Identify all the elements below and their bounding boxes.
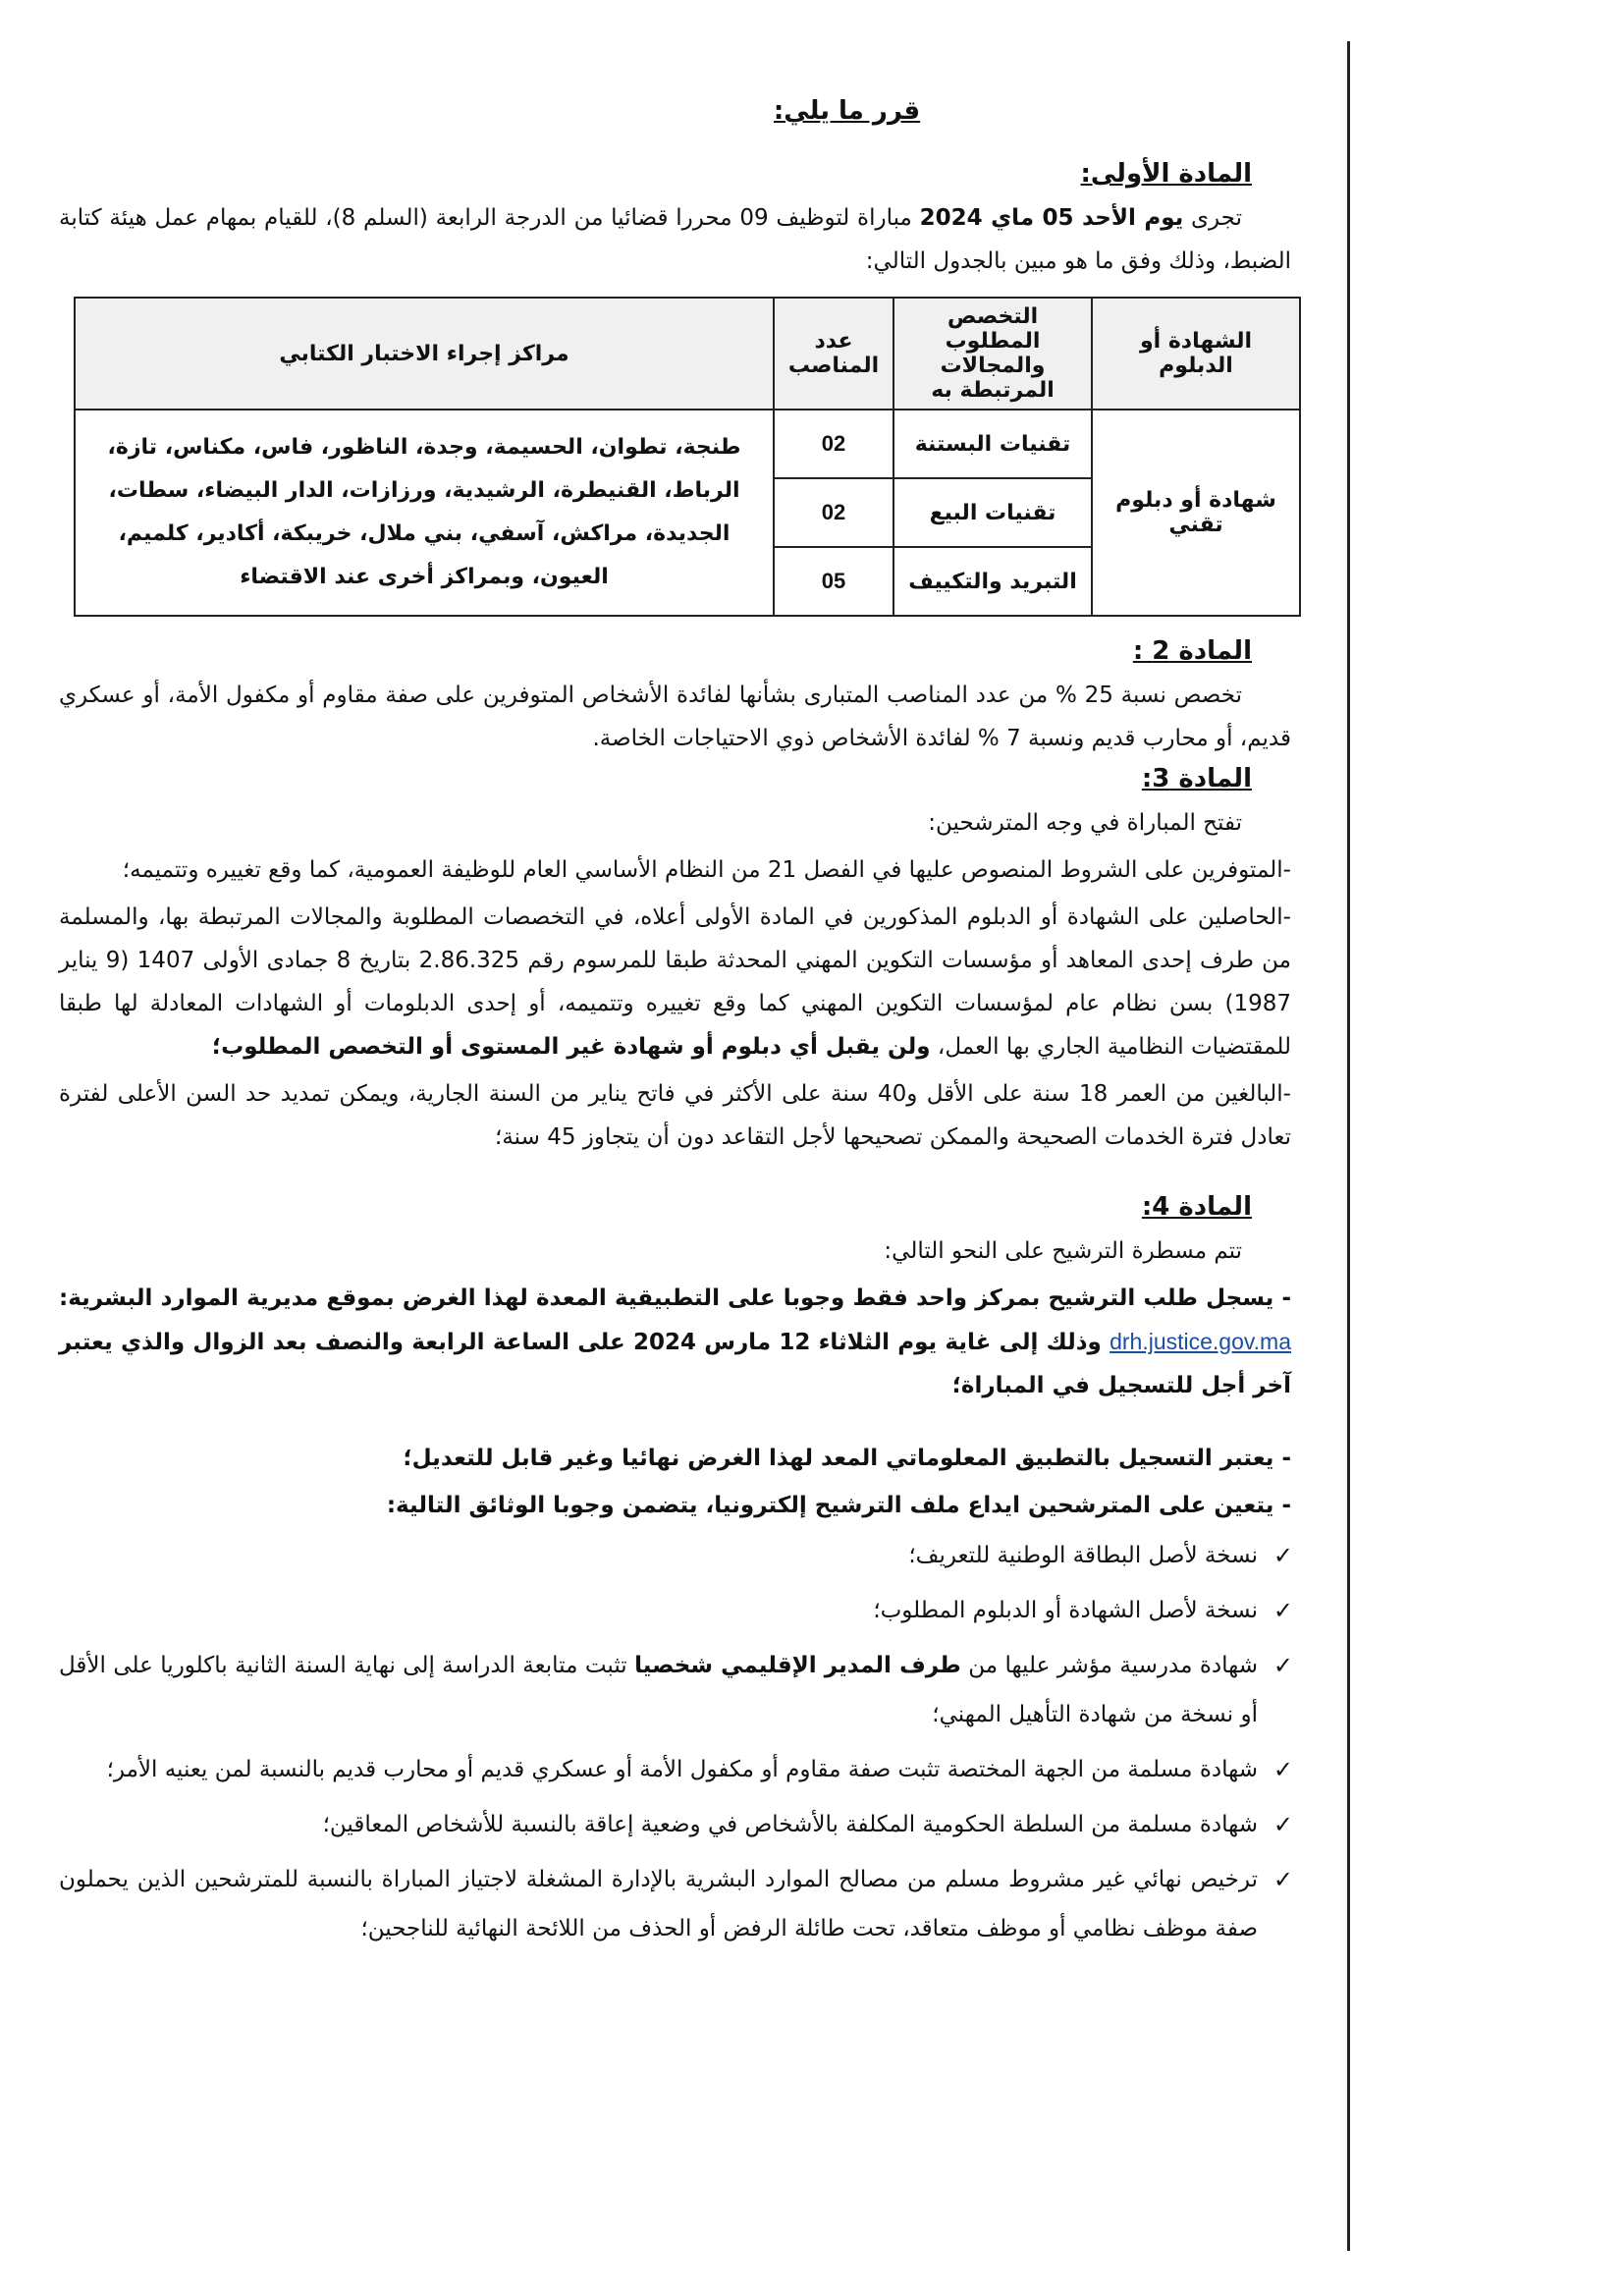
checkmark-icon: ✓ <box>1272 1811 1293 1838</box>
article4-rule-1: - يسجل طلب الترشيح بمركز واحد فقط وجوبا على التطبيقية المعدة لهذا الغرض بموقع مديرية الموارد البشرية: drh.justice.gov.ma وذلك إلى غاية يوم الثلاثاء 12 مارس 2024 على الساعة الرابعة والنصف بعد الزوال والذي يعتبر آخر أجل للتسجيل في المباراة؛ <box>59 1285 1292 1398</box>
list-item: ✓ ترخيص نهائي غير مشروط مسلم من مصالح الموارد البشرية بالإدارة المشغلة لاجتياز المباراة بالنسبة للمترشحين الذين يحملون صفة موظف نظامي أو موظف متعاقد، تحت طائلة الرفض أو الحذف من اللائحة النهائية للناجحين؛ <box>59 1855 1301 1953</box>
list-item: ✓ نسخة لأصل الشهادة أو الدبلوم المطلوب؛ <box>59 1586 1301 1635</box>
article3-condition-3: -البالغين من العمر 18 سنة على الأقل و40 سنة على الأكثر في فاتح يناير من السنة الجارية، ويمكن تمديد حد السن الأعلى لفترة تعادل فترة الخدمات الصحيحة والممكن تصحيحها لأجل التقاعد دون أن يتجاوز 45 سنة؛ <box>59 1081 1291 1150</box>
cell-specialty: تقنيات البيع <box>893 478 1092 547</box>
article3-condition-2-emphasis: ولن يقبل أي دبلوم أو شهادة غير المستوى أو التخصص المطلوب؛ <box>211 1034 931 1060</box>
table-header-row <box>75 298 1300 410</box>
cell-count: 02 <box>774 478 893 547</box>
header-centers: مراكز إجراء الاختبار الكتابي <box>75 298 774 410</box>
documents-list <box>59 1531 1301 1953</box>
article3-intro: تفتح المباراة في وجه المترشحين: <box>928 810 1242 836</box>
cell-count: 05 <box>774 547 893 616</box>
page-title: قرر ما يلي: <box>773 96 921 126</box>
header-count: عدد المناصب <box>774 298 893 410</box>
article3-heading: المادة 3: <box>1141 764 1252 793</box>
checkmark-icon: ✓ <box>1272 1756 1293 1783</box>
margin-rule <box>1347 41 1350 2251</box>
list-item: ✓ شهادة مدرسية مؤشر عليها من طرف المدير الإقليمي شخصيا تثبت متابعة الدراسة إلى نهاية السنة الثانية باكلوريا على الأقل أو نسخة من شهادة التأهيل المهني؛ <box>59 1641 1301 1739</box>
article1-text: تجرى يوم الأحد 05 ماي 2024 مباراة لتوظيف 09 محررا قضائيا من الدرجة الرابعة (السلم 8)، للقيام بمهام عمل هيئة كتابة الضبط، وذلك وفق ما هو مبين بالجدول التالي: <box>59 205 1291 274</box>
cell-centers: طنجة، تطوان، الحسيمة، وجدة، الناظور، فاس، مكناس، تازة، الرباط، القنيطرة، الرشيدية، ورزازات، الدار البيضاء، سطات، الجديدة، مراكش، آسفي، بني ملال، خريبكة، أكادير، كلميم، العيون، وبمراكز أخرى عند الاقتضاء <box>75 410 774 616</box>
cell-diploma: شهادة أو دبلوم تقني <box>1092 410 1300 616</box>
table-row <box>75 410 1300 478</box>
checkmark-icon: ✓ <box>1272 1597 1293 1624</box>
checkmark-icon: ✓ <box>1272 1866 1293 1893</box>
cell-specialty: التبريد والتكييف <box>893 547 1092 616</box>
article3-condition-2: -الحاصلين على الشهادة أو الدبلوم المذكورين في المادة الأولى أعلاه، في التخصصات المطلوبة والمجالات المرتبطة بها، والمسلمة من طرف إحدى المعاهد أو مؤسسات التكوين المهني المحدثة طبقا للمرسوم رقم 2.86.325 بتاريخ 8 جمادى الأولى 1407 (9 يناير 1987) بسن نظام عام لمؤسسات التكوين المهني كما وقع تغييره وتتميمه، أو إحدى الدبلومات أو الشهادات المعادلة لها طبقا للمقتضيات النظامية الجاري بها العمل، ولن يقبل أي دبلوم أو شهادة غير المستوى أو التخصص المطلوب؛ <box>59 904 1291 1060</box>
checkmark-icon: ✓ <box>1272 1652 1293 1679</box>
list-item: ✓ نسخة لأصل البطاقة الوطنية للتعريف؛ <box>59 1531 1301 1580</box>
document-content <box>59 79 1301 1959</box>
header-diploma: الشهادة أو الدبلوم <box>1092 298 1300 410</box>
cell-specialty: تقنيات البستنة <box>893 410 1092 478</box>
posts-table <box>74 297 1301 617</box>
article1-date: يوم الأحد 05 ماي 2024 <box>919 205 1184 231</box>
checkmark-icon: ✓ <box>1272 1542 1293 1569</box>
header-specialty: التخصص المطلوب والمجالات المرتبطة به <box>893 298 1092 410</box>
article4-rule-3: - يتعين على المترشحين ايداع ملف الترشيح إلكترونيا، يتضمن وجوبا الوثائق التالية: <box>386 1493 1291 1518</box>
article1-heading: المادة الأولى: <box>1080 159 1252 189</box>
article4-heading: المادة 4: <box>1141 1192 1252 1222</box>
article4-rule-2: - يعتبر التسجيل بالتطبيق المعلوماتي المعد لهذا الغرض نهائيا وغير قابل للتعديل؛ <box>403 1446 1291 1471</box>
regional-director-emphasis: طرف المدير الإقليمي شخصيا <box>634 1653 961 1678</box>
list-item: ✓ شهادة مسلمة من السلطة الحكومية المكلفة بالأشخاص في وضعية إعاقة بالنسبة للأشخاص المعاقين؛ <box>59 1800 1301 1849</box>
article2-text: تخصص نسبة 25 % من عدد المناصب المتبارى بشأنها لفائدة الأشخاص المتوفرين على صفة مقاوم أو مكفول الأمة، أو عسكري قديم، أو محارب قديم ونسبة 7 % لفائدة الأشخاص ذوي الاحتياجات الخاصة. <box>59 683 1291 751</box>
article2-heading: المادة 2 : <box>1132 636 1252 666</box>
cell-count: 02 <box>774 410 893 478</box>
article4-intro: تتم مسطرة الترشيح على النحو التالي: <box>884 1238 1242 1264</box>
hr-website-link[interactable]: drh.justice.gov.ma <box>1110 1329 1292 1354</box>
list-item: ✓ شهادة مسلمة من الجهة المختصة تثبت صفة مقاوم أو مكفول الأمة أو عسكري قديم أو محارب قديم بالنسبة لمن يعنيه الأمر؛ <box>59 1745 1301 1794</box>
article3-condition-1: -المتوفرين على الشروط المنصوص عليها في الفصل 21 من النظام الأساسي العام للوظيفة العمومية، كما وقع تغييره وتتميمه؛ <box>122 857 1291 883</box>
